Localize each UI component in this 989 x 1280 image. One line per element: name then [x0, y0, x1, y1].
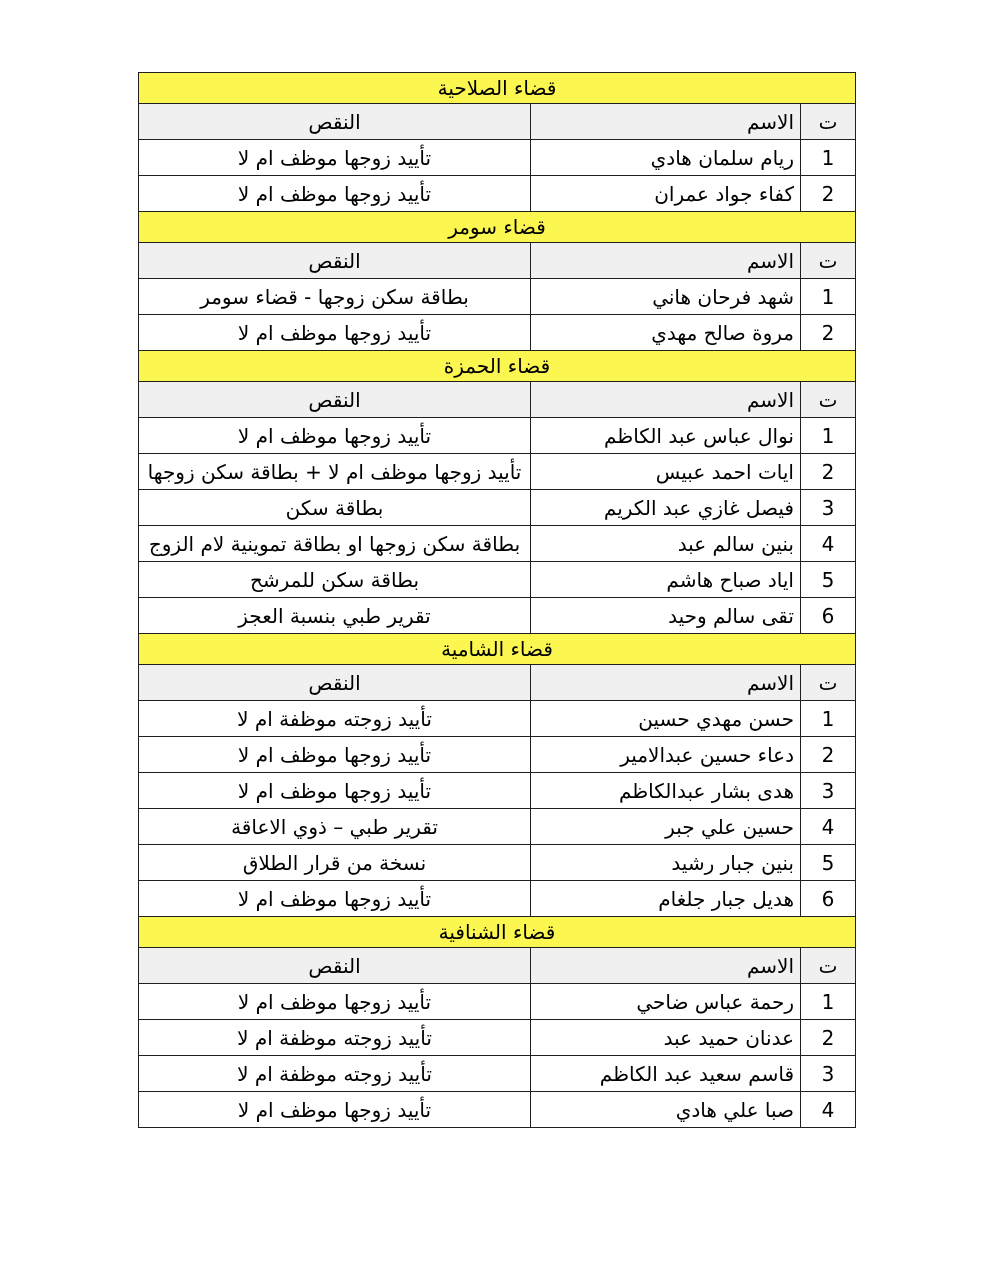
table-row	[139, 737, 856, 773]
table-row	[139, 809, 856, 845]
table-row	[139, 984, 856, 1020]
cell-name: قاسم سعيد عبد الكاظم	[531, 1056, 801, 1092]
cell-deficiency: تأييد زوجها موظف ام لا	[139, 1092, 531, 1128]
column-header-row	[139, 243, 856, 279]
section-title-row	[139, 212, 856, 243]
cell-deficiency: تأييد زوجها موظف ام لا	[139, 315, 531, 351]
table-row	[139, 1092, 856, 1128]
cell-deficiency: تأييد زوجته موظفة ام لا	[139, 1056, 531, 1092]
table-row	[139, 176, 856, 212]
cell-deficiency: تأييد زوجها موظف ام لا	[139, 773, 531, 809]
column-header-name: الاسم	[531, 382, 801, 418]
cell-no: 1	[801, 140, 856, 176]
cell-name: فيصل غازي عبد الكريم	[531, 490, 801, 526]
cell-name: تقى سالم وحيد	[531, 598, 801, 634]
records-table	[138, 72, 856, 1128]
cell-no: 6	[801, 598, 856, 634]
table-row	[139, 562, 856, 598]
cell-no: 2	[801, 176, 856, 212]
column-header-no: ت	[801, 948, 856, 984]
cell-deficiency: تأييد زوجها موظف ام لا	[139, 140, 531, 176]
cell-no: 1	[801, 701, 856, 737]
cell-deficiency: نسخة من قرار الطلاق	[139, 845, 531, 881]
table-row	[139, 1020, 856, 1056]
cell-name: بنين جبار رشيد	[531, 845, 801, 881]
cell-name: ايات احمد عبيس	[531, 454, 801, 490]
section-title: قضاء الشنافية	[139, 917, 856, 948]
cell-no: 3	[801, 773, 856, 809]
cell-deficiency: تأييد زوجها موظف ام لا	[139, 881, 531, 917]
table-row	[139, 881, 856, 917]
cell-name: نوال عباس عبد الكاظم	[531, 418, 801, 454]
cell-no: 5	[801, 845, 856, 881]
column-header-row	[139, 104, 856, 140]
cell-no: 4	[801, 809, 856, 845]
section-title: قضاء الشامية	[139, 634, 856, 665]
cell-name: مروة صالح مهدي	[531, 315, 801, 351]
section-title: قضاء سومر	[139, 212, 856, 243]
table-row	[139, 490, 856, 526]
cell-name: شهد فرحان هاني	[531, 279, 801, 315]
table-row	[139, 598, 856, 634]
cell-name: عدنان حميد عبد	[531, 1020, 801, 1056]
cell-name: دعاء حسين عبدالامير	[531, 737, 801, 773]
section-title: قضاء الصلاحية	[139, 73, 856, 104]
table-row	[139, 279, 856, 315]
table-row	[139, 773, 856, 809]
cell-no: 1	[801, 418, 856, 454]
cell-no: 6	[801, 881, 856, 917]
column-header-no: ت	[801, 382, 856, 418]
section-title-row	[139, 351, 856, 382]
column-header-name: الاسم	[531, 243, 801, 279]
cell-name: حسين علي جبر	[531, 809, 801, 845]
column-header-no: ت	[801, 665, 856, 701]
cell-deficiency: تقرير طبي بنسبة العجز	[139, 598, 531, 634]
cell-deficiency: تأييد زوجته موظفة ام لا	[139, 1020, 531, 1056]
cell-name: اياد صباح هاشم	[531, 562, 801, 598]
cell-no: 4	[801, 526, 856, 562]
column-header-name: الاسم	[531, 665, 801, 701]
table-row	[139, 315, 856, 351]
table-row	[139, 701, 856, 737]
section-title-row	[139, 634, 856, 665]
cell-name: هديل جبار جلغام	[531, 881, 801, 917]
cell-name: بنين سالم عبد	[531, 526, 801, 562]
column-header-name: الاسم	[531, 948, 801, 984]
column-header-deficiency: النقص	[139, 382, 531, 418]
cell-deficiency: تأييد زوجها موظف ام لا	[139, 176, 531, 212]
records-table-body	[139, 73, 856, 1128]
section-title-row	[139, 917, 856, 948]
cell-no: 2	[801, 737, 856, 773]
column-header-deficiency: النقص	[139, 948, 531, 984]
cell-no: 3	[801, 1056, 856, 1092]
cell-no: 5	[801, 562, 856, 598]
column-header-deficiency: النقص	[139, 665, 531, 701]
cell-deficiency: تأييد زوجها موظف ام لا	[139, 737, 531, 773]
cell-deficiency: بطاقة سكن	[139, 490, 531, 526]
cell-deficiency: تأييد زوجها موظف ام لا	[139, 418, 531, 454]
cell-name: ريام سلمان هادي	[531, 140, 801, 176]
cell-deficiency: تأييد زوجها موظف ام لا + بطاقة سكن زوجها	[139, 454, 531, 490]
cell-no: 2	[801, 454, 856, 490]
cell-name: صبا علي هادي	[531, 1092, 801, 1128]
column-header-row	[139, 665, 856, 701]
table-row	[139, 140, 856, 176]
cell-deficiency: بطاقة سكن للمرشح	[139, 562, 531, 598]
cell-deficiency: تقرير طبي – ذوي الاعاقة	[139, 809, 531, 845]
section-title: قضاء الحمزة	[139, 351, 856, 382]
cell-name: رحمة عباس ضاحي	[531, 984, 801, 1020]
column-header-deficiency: النقص	[139, 104, 531, 140]
column-header-row	[139, 382, 856, 418]
table-row	[139, 1056, 856, 1092]
table-row	[139, 526, 856, 562]
cell-no: 2	[801, 1020, 856, 1056]
cell-no: 1	[801, 984, 856, 1020]
column-header-no: ت	[801, 104, 856, 140]
cell-no: 1	[801, 279, 856, 315]
cell-no: 3	[801, 490, 856, 526]
section-title-row	[139, 73, 856, 104]
column-header-name: الاسم	[531, 104, 801, 140]
table-row	[139, 454, 856, 490]
cell-deficiency: بطاقة سكن زوجها او بطاقة تموينية لام الزوج	[139, 526, 531, 562]
cell-name: هدى بشار عبدالكاظم	[531, 773, 801, 809]
cell-name: حسن مهدي حسين	[531, 701, 801, 737]
cell-deficiency: تأييد زوجها موظف ام لا	[139, 984, 531, 1020]
column-header-row	[139, 948, 856, 984]
column-header-deficiency: النقص	[139, 243, 531, 279]
cell-no: 4	[801, 1092, 856, 1128]
cell-deficiency: بطاقة سكن زوجها - قضاء سومر	[139, 279, 531, 315]
table-row	[139, 418, 856, 454]
table-row	[139, 845, 856, 881]
cell-deficiency: تأييد زوجته موظفة ام لا	[139, 701, 531, 737]
cell-name: كفاء جواد عمران	[531, 176, 801, 212]
cell-no: 2	[801, 315, 856, 351]
column-header-no: ت	[801, 243, 856, 279]
